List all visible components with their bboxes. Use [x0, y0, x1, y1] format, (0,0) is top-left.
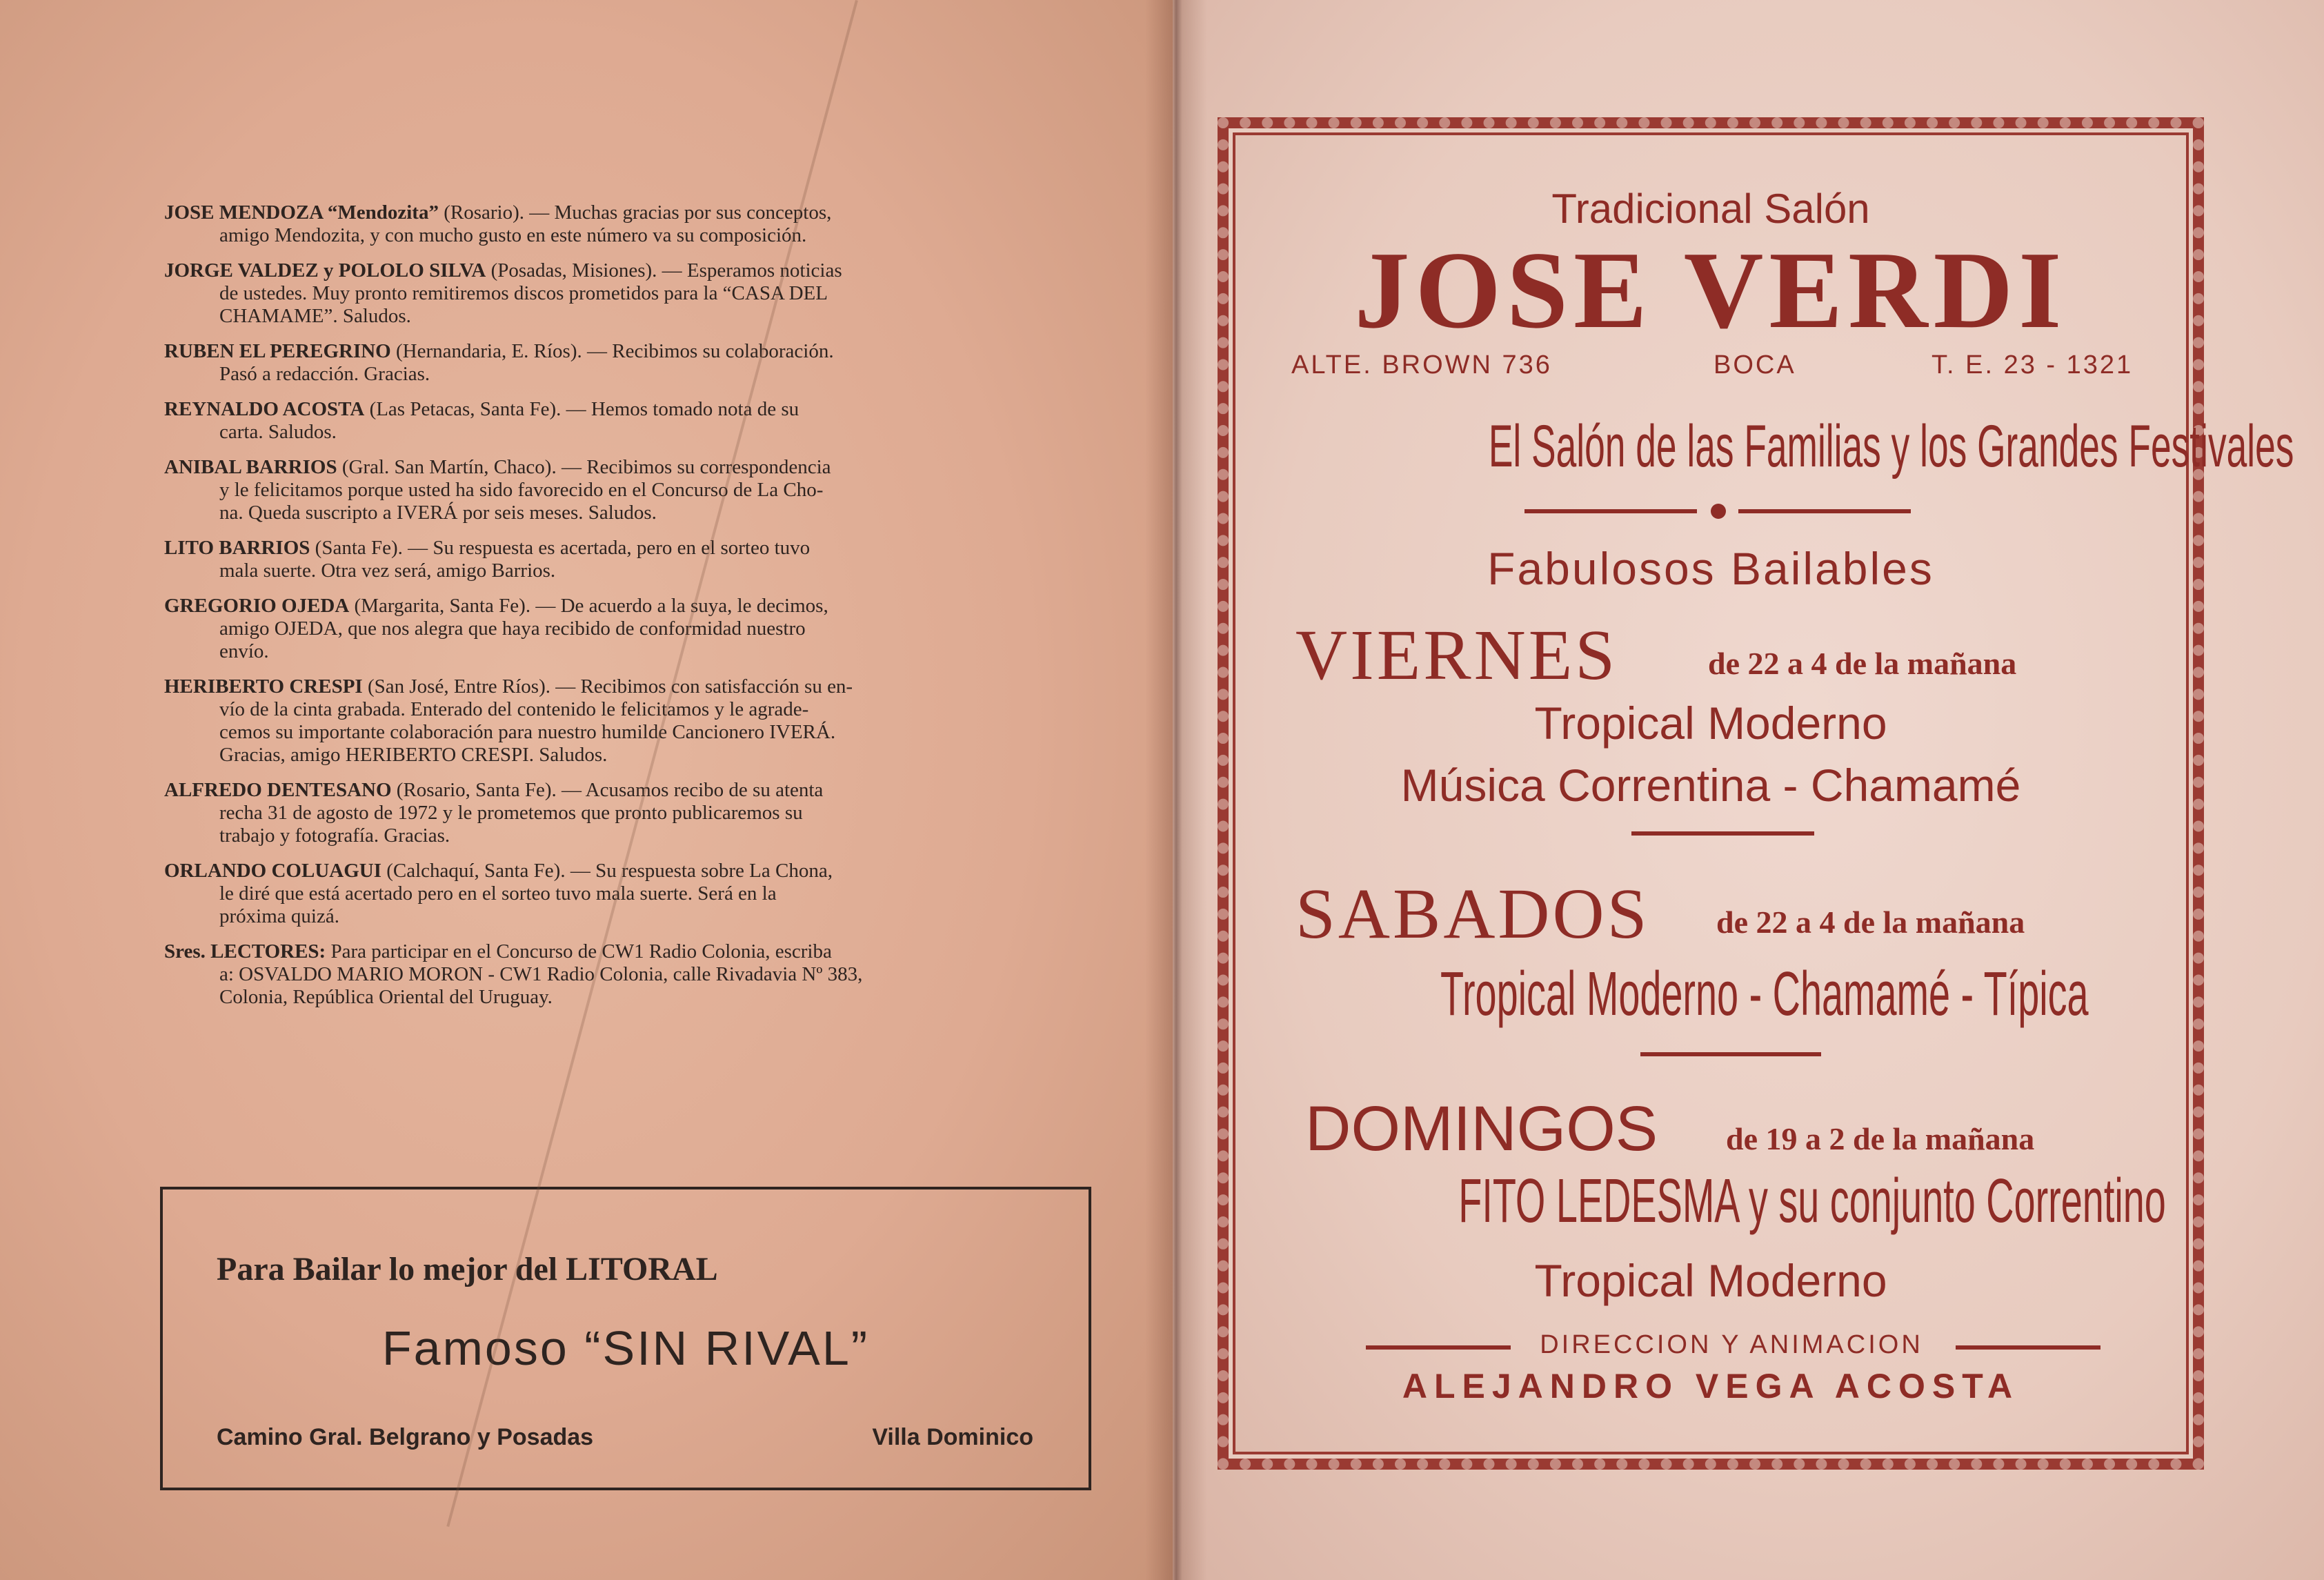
letter-text: (Calchaquí, Santa Fe). — Su respuesta sobre La Chona, [381, 860, 833, 882]
letter-line: le diré que está acertado pero en el sorteo tuvo mala suerte. Será en la [219, 882, 777, 905]
sunday-line-2: Tropical Moderno [1534, 1255, 1887, 1306]
letter-sender: ANIBAL BARRIOS [164, 456, 337, 478]
letter-text: (Hernandaria, E. Ríos). — Recibimos su colaboración. [390, 340, 834, 362]
letter-line: Gracias, amigo HERIBERTO CRESPI. Saludos. [219, 744, 608, 766]
letters-section [164, 201, 1099, 1021]
letter-sender: Sres. LECTORES: [164, 940, 326, 962]
letter-line: Pasó a redacción. Gracias. [219, 363, 430, 385]
letter-text: (Rosario). — Muchas gracias por sus conceptos, [438, 201, 832, 224]
letter-entry [164, 537, 1099, 582]
letter-sender: ORLANDO COLUAGUI [164, 860, 381, 882]
letter-sender: HERIBERTO CRESPI [164, 675, 363, 698]
letter-entry [164, 675, 1099, 767]
sunday-line-1 [1242, 1166, 2180, 1237]
letter-sender: JORGE VALDEZ y POLOLO SILVA [164, 259, 486, 282]
venue-district: BOCA [1714, 350, 1796, 379]
section-heading: Fabulosos Bailables [1487, 543, 1934, 594]
letter-line: vío de la cinta grabada. Enterado del contenido le felicitamos y le agrade- [219, 698, 809, 720]
ad-locality: Villa Dominico [872, 1424, 1033, 1450]
letter-sender: REYNALDO ACOSTA [164, 398, 365, 420]
separator-dot [1711, 504, 1726, 519]
venue-phone: T. E. 23 - 1321 [1931, 350, 2134, 379]
letter-sender: RUBEN EL PEREGRINO [164, 340, 391, 362]
saturday-line [1242, 959, 2180, 1030]
letter-text: Para participar en el Concurso de CW1 Radio Colonia, escriba [326, 940, 832, 962]
letter-text: (Margarita, Santa Fe). — De acuerdo a la suya, le decimos, [349, 595, 828, 617]
direction-label: DIRECCION Y ANIMACION [1540, 1330, 1923, 1359]
letter-line: a: OSVALDO MARIO MORON - CW1 Radio Colonia, calle Rivadavia Nº 383, [219, 963, 863, 985]
letter-sender: JOSE MENDOZA “Mendozita” [164, 201, 439, 224]
letter-line: y le felicitamos porque usted ha sido favorecido en el Concurso de La Cho- [219, 479, 824, 501]
friday-line-1: Tropical Moderno [1534, 698, 1887, 749]
letter-line: recha 31 de agosto de 1972 y le prometemos que pronto publicaremos su [219, 802, 803, 824]
dot-separator [1524, 509, 1911, 513]
separator-line [1524, 509, 1697, 513]
letter-text: (Gral. San Martín, Chaco). — Recibimos su correspondencia [337, 456, 831, 478]
letter-entry [164, 340, 1099, 386]
venue-name: JOSE VERDI [1354, 228, 2067, 351]
sunday-time: de 19 a 2 de la mañana [1726, 1121, 2035, 1156]
friday-line-2: Música Correntina - Chamamé [1400, 760, 2021, 811]
letter-line: de ustedes. Muy pronto remitiremos discos prometidos para la “CASA DEL [219, 282, 828, 304]
venue-slogan-text: El Salón de las Familias y los Grandes Festivales [1488, 413, 2294, 480]
letter-line: próxima quizá. [219, 905, 339, 927]
letter-entry [164, 456, 1099, 524]
letter-line: envío. [219, 640, 269, 662]
letter-sender: GREGORIO OJEDA [164, 595, 350, 617]
letter-sender: LITO BARRIOS [164, 537, 310, 559]
letter-entry [164, 259, 1099, 328]
letter-entry [164, 595, 1099, 663]
letter-entry [164, 940, 1099, 1009]
letter-text: (Santa Fe). — Su respuesta es acertada, pero en el sorteo tuvo [310, 537, 811, 559]
letter-text: (San José, Entre Ríos). — Recibimos con satisfacción su en- [362, 675, 853, 698]
letter-line: amigo Mendozita, y con mucho gusto en este número va su composición. [219, 224, 807, 246]
saturday-time: de 22 a 4 de la mañana [1716, 905, 2025, 940]
letter-entry [164, 860, 1099, 928]
letter-line: carta. Saludos. [219, 421, 337, 443]
letter-sender: ALFREDO DENTESANO [164, 779, 392, 801]
separator-line [1738, 509, 1911, 513]
letter-entry [164, 398, 1099, 444]
sunday-line-1-text: FITO LEDESMA y su conjunto Correntino [1458, 1167, 2166, 1236]
letter-line: mala suerte. Otra vez será, amigo Barrios. [219, 560, 556, 582]
book-gutter [1145, 0, 1207, 1580]
divider-rule [1366, 1345, 1511, 1350]
director-name: ALEJANDRO VEGA ACOSTA [1402, 1367, 2020, 1405]
saturday-line-text: Tropical Moderno - Chamamé - Típica [1440, 960, 2089, 1029]
venue-slogan [1242, 413, 2294, 481]
letter-text: (Rosario, Santa Fe). — Acusamos recibo de su atenta [391, 779, 824, 801]
letter-line: Colonia, República Oriental del Uruguay. [219, 986, 553, 1008]
saturday-label: SABADOS [1295, 874, 1650, 954]
letter-line: amigo OJEDA, que nos alegra que haya recibido de conformidad nuestro [219, 618, 806, 640]
letter-text: (Las Petacas, Santa Fe). — Hemos tomado nota de su [364, 398, 800, 420]
ad-tagline: Para Bailar lo mejor del LITORAL [217, 1251, 718, 1287]
venue-subtitle: Tradicional Salón [1551, 186, 1870, 232]
letter-line: trabajo y fotografía. Gracias. [219, 824, 450, 847]
letter-text: (Posadas, Misiones). — Esperamos noticias [486, 259, 842, 282]
friday-time: de 22 a 4 de la mañana [1708, 646, 2017, 681]
ad-address: Camino Gral. Belgrano y Posadas [217, 1424, 594, 1450]
divider-rule [1956, 1345, 2100, 1350]
letter-entry [164, 201, 1099, 247]
sunday-label: DOMINGOS [1305, 1094, 1658, 1164]
ad-title: Famoso “SIN RIVAL” [381, 1321, 870, 1375]
letter-line: cemos su importante colaboración para nuestro humilde Cancionero IVERÁ. [219, 721, 836, 743]
letter-line: CHAMAME”. Saludos. [219, 305, 411, 327]
divider-rule [1640, 1052, 1821, 1056]
divider-rule [1631, 831, 1814, 836]
venue-address: ALTE. BROWN 736 [1291, 350, 1552, 379]
letter-line: na. Queda suscripto a IVERÁ por seis meses. Saludos. [219, 502, 657, 524]
sin-rival-ad [160, 1187, 1091, 1490]
friday-label: VIERNES [1295, 615, 1618, 695]
